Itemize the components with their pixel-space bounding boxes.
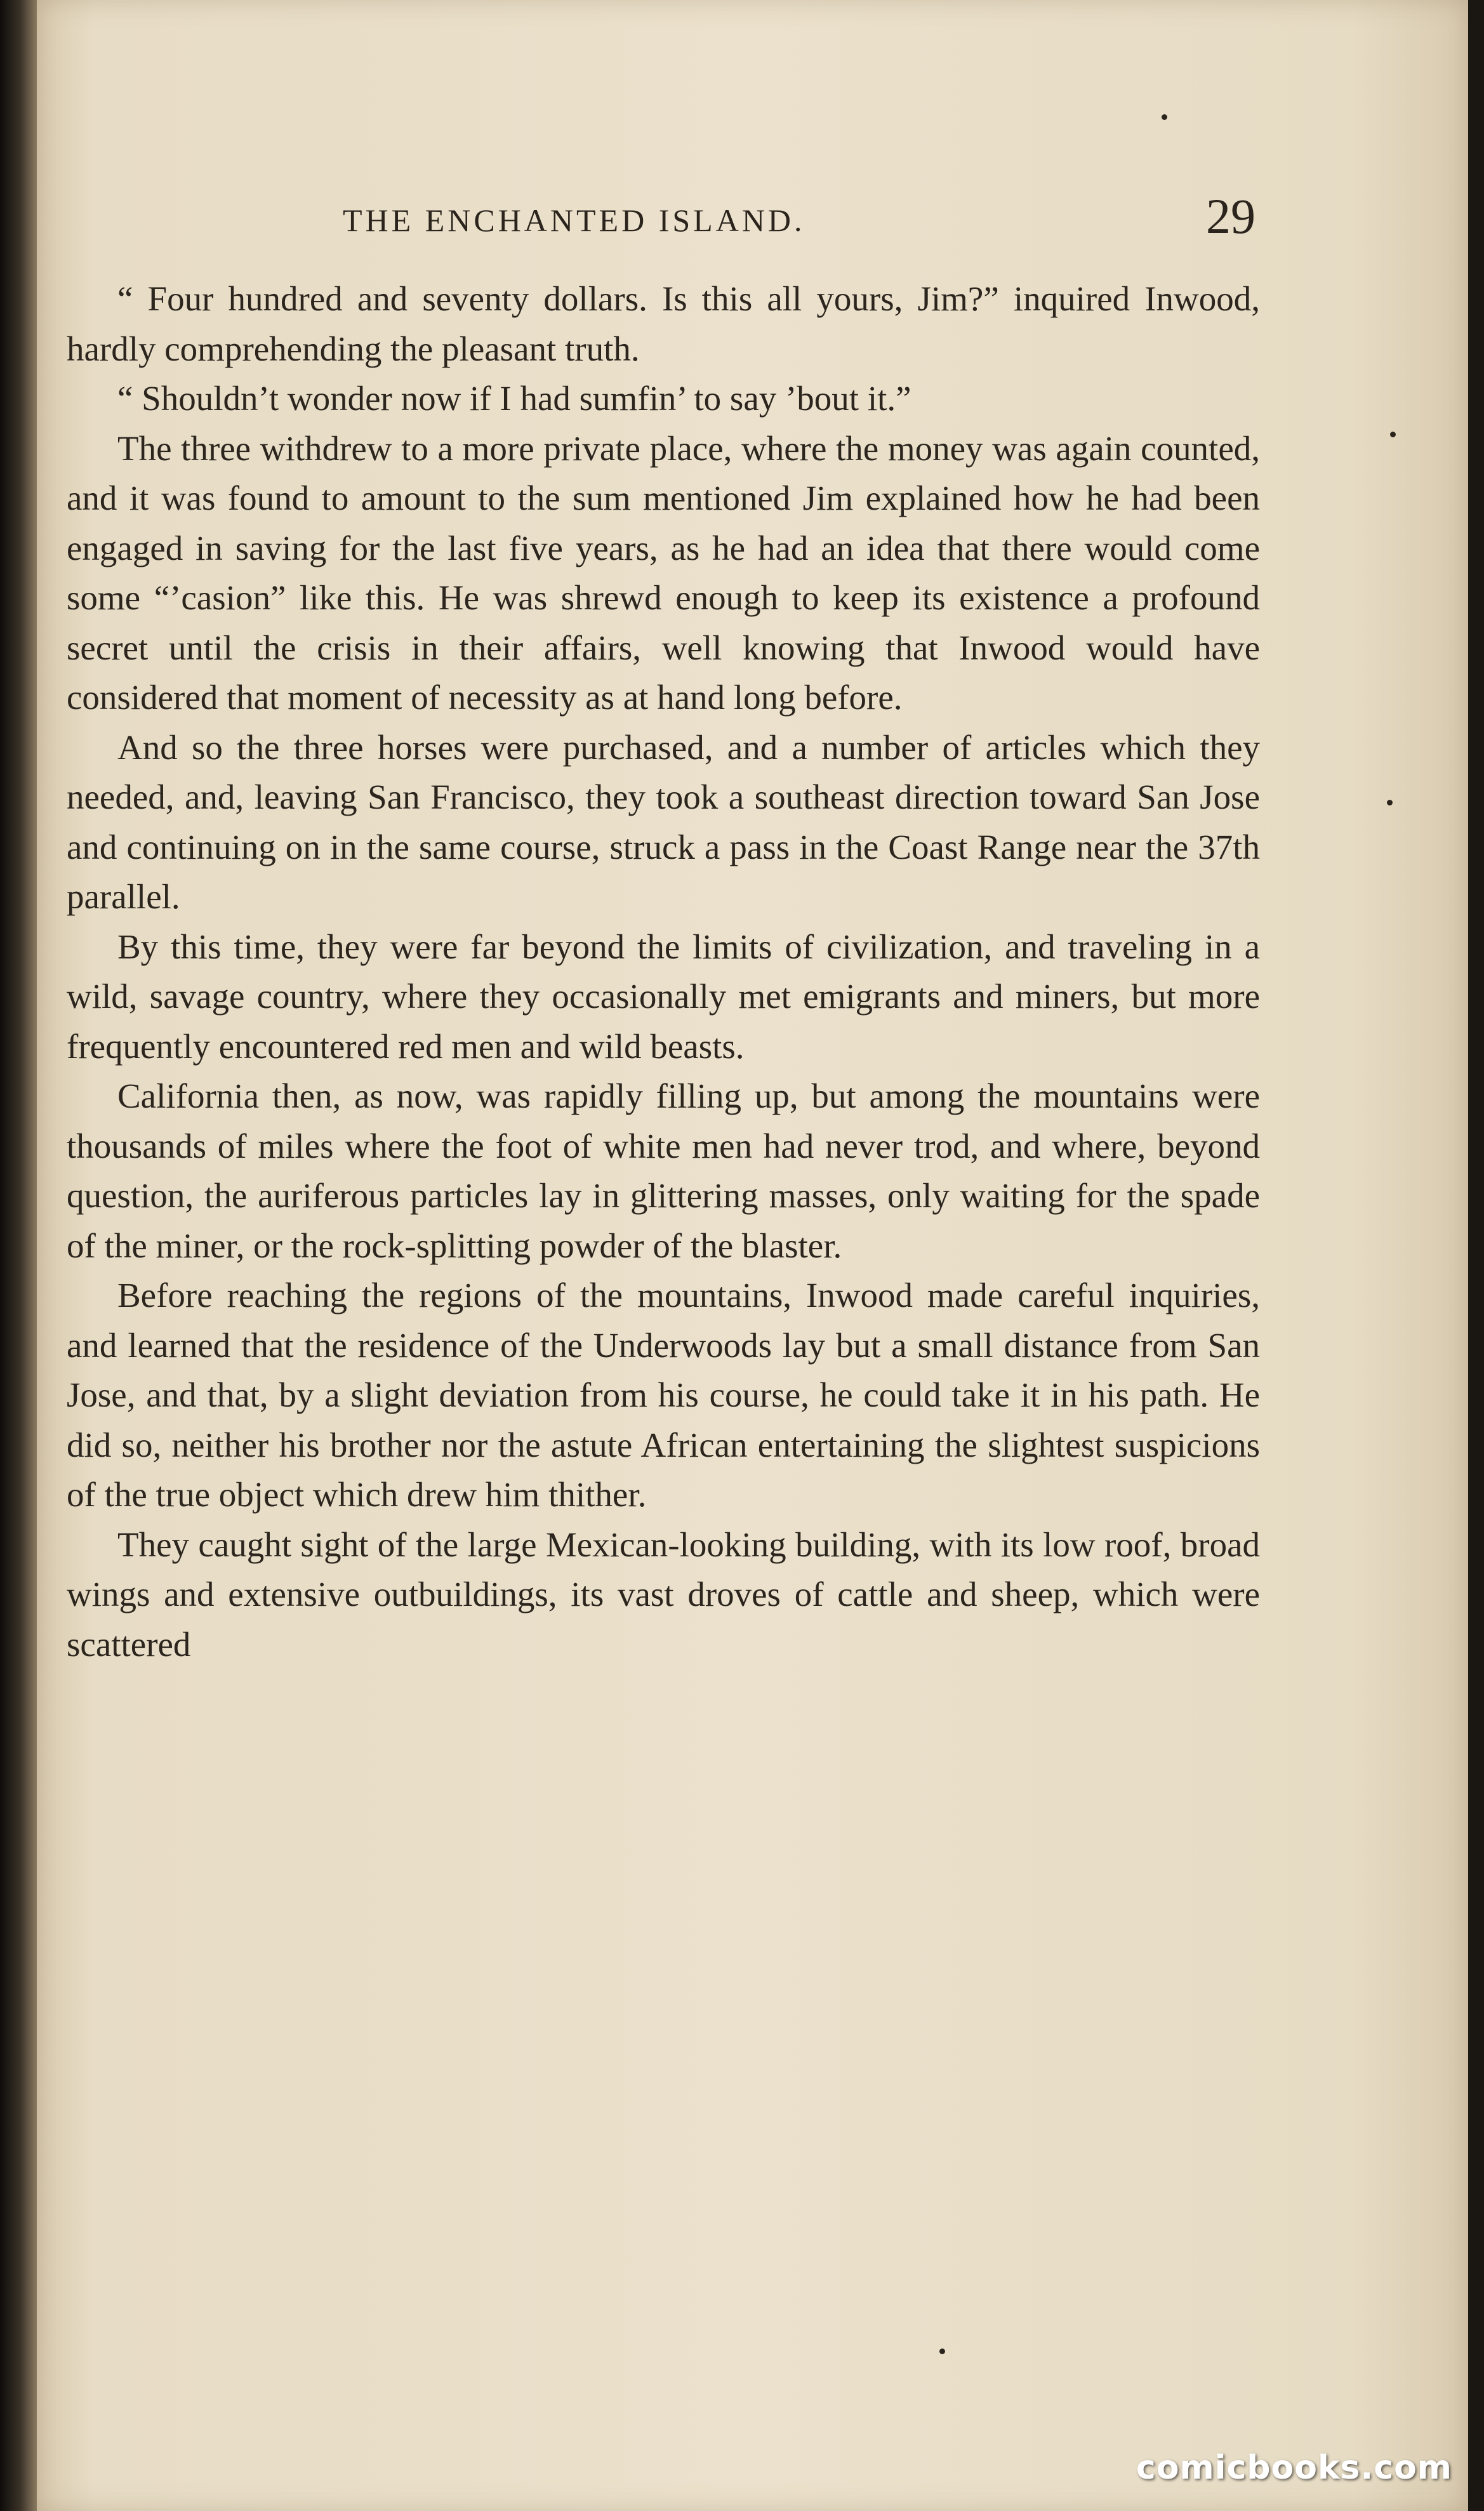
paragraph: “ Four hundred and seventy dollars. Is this all yours, Jim?” inquired Inwood, hardly comprehending the pleasant truth. <box>67 279 1260 368</box>
body-text <box>67 274 1260 1669</box>
paragraph: The three withdrew to a more private place, where the money was again counted, and it was found to amount to the sum mentioned Jim explained how he had been engaged in saving for the last five years, as he had an idea that there would come some “’casion” like this. He was shrewd enough to keep its existence a profound secret until the crisis in their affairs, well knowing that Inwood would have considered that moment of necessity as at hand long before. <box>67 428 1260 717</box>
paragraph: Before reaching the regions of the mountains, Inwood made careful inquiries, and learned that the residence of the Underwoods lay but a small distance from San Jose, and that, by a slight deviation from his course, he could take it in his path. He did so, neither his brother nor the astute African entertaining the slightest suspicions of the true object which drew him thither. <box>67 1276 1260 1514</box>
paragraph: By this time, they were far beyond the limits of civilization, and traveling in a wild, savage country, where they occasionally met emigrants and miners, but more frequently encountered red men and wild beasts. <box>67 927 1260 1066</box>
paragraph: “ Shouldn’t wonder now if I had sumfin’ to say ’bout it.” <box>117 379 911 418</box>
site-watermark: comicbooks.com <box>1136 2449 1452 2487</box>
paragraph: California then, as now, was rapidly filling up, but among the mountains were thousands of miles where the foot of white men had never trod, and where, beyond question, the auriferous particles lay in glittering masses, only waiting for the spade of the miner, or the rock-splitting powder of the blaster. <box>67 1077 1260 1265</box>
page-number: 29 <box>1206 189 1255 244</box>
running-head: THE ENCHANTED ISLAND. <box>343 202 805 238</box>
paragraph: They caught sight of the large Mexican-looking building, with its low roof, broad wings and extensive outbuildings, its vast droves of cattle and sheep, which were scattered <box>67 1525 1260 1664</box>
paragraph: And so the three horses were purchased, and a number of articles which they needed, and, leaving San Francisco, they took a southeast direction toward San Jose and continuing on in the same course, struck a pass in the Coast Range near the 37th parallel. <box>67 727 1260 916</box>
paper-speck <box>1390 432 1396 437</box>
book-spine-edge <box>0 0 37 2511</box>
paper-speck <box>1387 800 1393 805</box>
paper-speck <box>1162 114 1167 120</box>
paper-speck <box>939 2349 945 2354</box>
